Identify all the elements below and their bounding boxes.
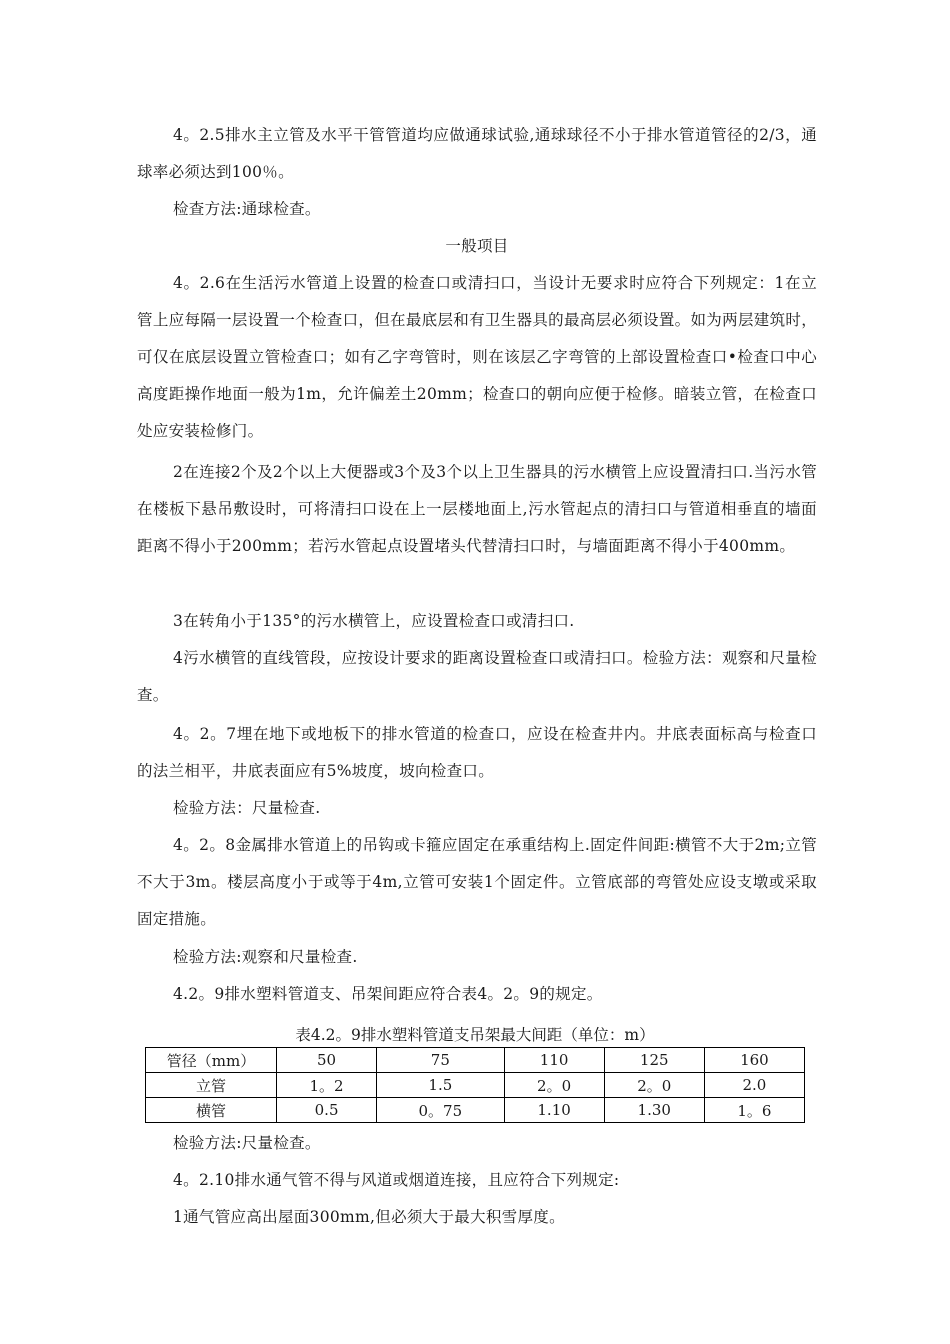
spacing-table — [145, 1047, 805, 1123]
paragraph-item-4: 4污水横管的直线管段，应按设计要求的距离设置检查口或清扫口。检验方法：观察和尺量检查。 — [137, 649, 817, 704]
table-cell: 1.30 — [604, 1098, 704, 1123]
table-cell: 横管 — [146, 1098, 277, 1123]
paragraph-check-method-measure-2: 检验方法:尺量检查。 — [173, 1134, 321, 1152]
table-cell: 1.10 — [504, 1098, 604, 1123]
table-header-cell: 50 — [277, 1048, 377, 1073]
table-row — [146, 1073, 805, 1098]
paragraph-check-method-ball: 检查方法:通球检查。 — [173, 200, 321, 218]
paragraph-4-2-7: 4。2。7埋在地下或地板下的排水管道的检查口，应设在检查井内。井底表面标高与检查口的法兰相平，井底表面应有5%坡度，坡向检查口。 — [137, 725, 817, 780]
table-cell: 1。2 — [277, 1073, 377, 1098]
table-cell: 0。75 — [377, 1098, 504, 1123]
table-header-cell: 125 — [604, 1048, 704, 1073]
table-cell: 立管 — [146, 1073, 277, 1098]
table-cell: 0.5 — [277, 1098, 377, 1123]
table-cell: 2.0 — [704, 1073, 804, 1098]
paragraph-check-method-measure: 检验方法：尺量检查. — [173, 799, 321, 817]
paragraph-4-2-9: 4.2。9排水塑料管道支、吊架间距应符合表4。2。9的规定。 — [173, 985, 603, 1003]
table-caption: 表4.2。9排水塑料管道支吊架最大间距（单位：m） — [295, 1026, 655, 1044]
paragraph-4-2-6: 4。2.6在生活污水管道上设置的检查口或清扫口，当设计无要求时应符合下列规定：1在立管上应每隔一层设置一个检查口，但在最底层和有卫生器具的最高层必须设置。如为两层建筑时，可仅在底层设置立管检查口；如有乙字弯管时，则在该层乙字弯管的上部设置检查口•检查口中心高度距操作地面一般为1m，允许偏差土20mm；检查口的朝向应便于检修。暗装立管，在检查口处应安装检修门。 — [137, 274, 817, 440]
table-cell: 2。0 — [504, 1073, 604, 1098]
section-heading: 一般项目 — [445, 237, 509, 255]
paragraph-item-3: 3在转角小于135°的污水横管上，应设置检查口或清扫口. — [173, 612, 575, 630]
table-cell: 2。0 — [604, 1073, 704, 1098]
table-header-row — [146, 1048, 805, 1073]
paragraph-4-2-10: 4。2.10排水通气管不得与风道或烟道连接，且应符合下列规定: — [173, 1171, 620, 1189]
paragraph-4-2-5: 4。2.5排水主立管及水平干管管道均应做通球试验,通球球径不小于排水管道管径的2/3，通球率必须达到100％。 — [137, 126, 817, 181]
table-header-cell: 110 — [504, 1048, 604, 1073]
paragraph-4-2-8: 4。2。8金属排水管道上的吊钩或卡箍应固定在承重结构上.固定件间距:横管不大于2m;立管不大于3m。楼层高度小于或等于4m,立管可安装1个固定件。立管底部的弯管处应设支墩或采取固定措施。 — [137, 836, 817, 928]
table-header-cell: 75 — [377, 1048, 504, 1073]
table-cell: 1。6 — [704, 1098, 804, 1123]
paragraph-vent-item-1: 1通气管应高出屋面300mm,但必须大于最大积雪厚度。 — [173, 1208, 565, 1226]
paragraph-check-method-observe: 检验方法:观察和尺量检查. — [173, 948, 358, 966]
table-row — [146, 1098, 805, 1123]
table-header-cell: 管径（mm） — [146, 1048, 277, 1073]
table-header-cell: 160 — [704, 1048, 804, 1073]
table-cell: 1.5 — [377, 1073, 504, 1098]
paragraph-item-2: 2在连接2个及2个以上大便器或3个及3个以上卫生器具的污水横管上应设置清扫口.当污水管在楼板下悬吊敷设时，可将清扫口设在上一层楼地面上,污水管起点的清扫口与管道相垂直的墙面距离不得小于200mm；若污水管起点设置堵头代替清扫口时，与墙面距离不得小于400mm。 — [137, 463, 817, 555]
